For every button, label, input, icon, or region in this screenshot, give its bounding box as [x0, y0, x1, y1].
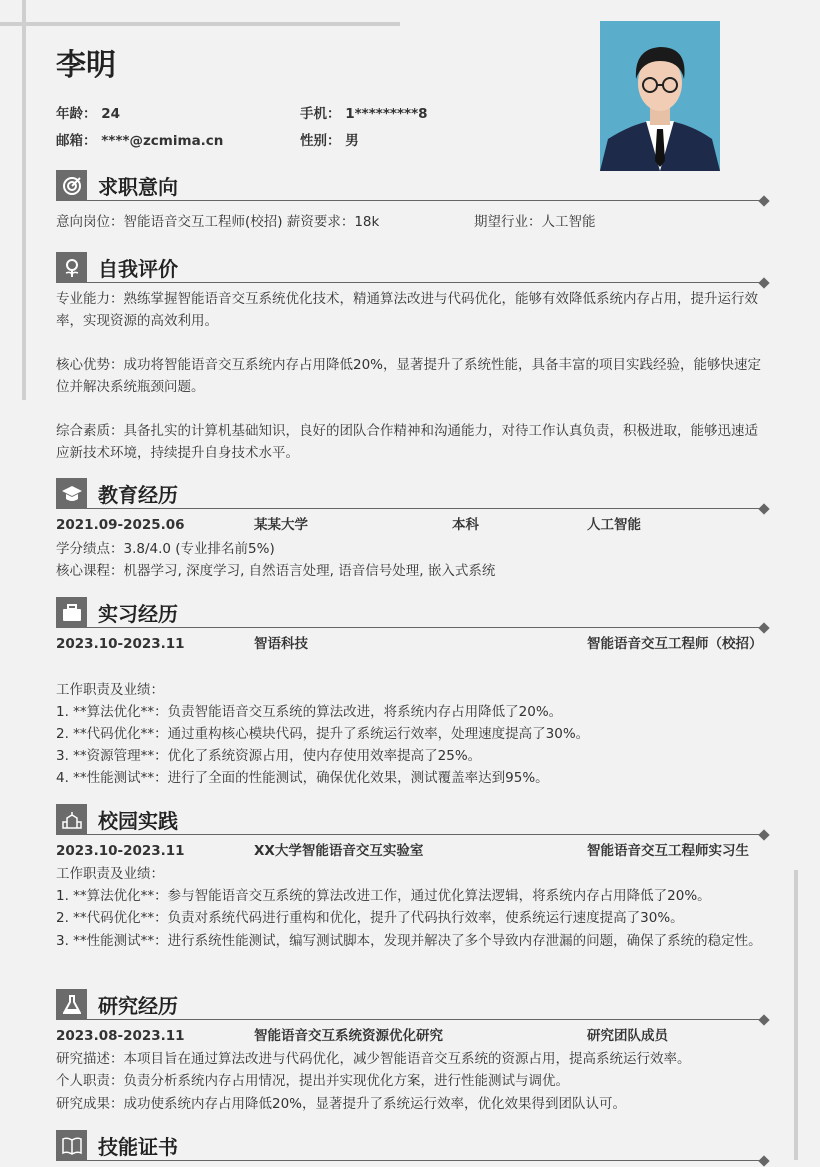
phone-label: 手机：	[300, 106, 341, 122]
email-value: ****@zcmima.cn	[101, 133, 224, 149]
section-header-campus	[56, 804, 765, 835]
diamond-marker	[758, 622, 769, 633]
diamond-marker	[758, 195, 769, 206]
campus-line: 1. **算法优化**：参与智能语音交互系统的算法改进工作，通过优化算法逻辑，将系统内存占用降低了20%。	[56, 888, 711, 904]
section-title: 校园实践	[98, 809, 178, 833]
section-header-self	[56, 252, 765, 283]
email-field	[56, 129, 223, 149]
edu-date: 2021.09-2025.06	[56, 517, 185, 533]
section-header-intent	[56, 170, 765, 201]
intern-role: 智能语音交互工程师（校招）	[587, 636, 763, 652]
intern-line: 工作职责及业绩：	[56, 682, 164, 698]
edu-school: 某某大学	[254, 517, 308, 533]
campus-line: 3. **性能测试**：进行系统性能测试，编写测试脚本，发现并解决了多个导致内存泄漏的问题，确保了系统的稳定性。	[56, 933, 762, 949]
section-header-research	[56, 989, 765, 1020]
edu-degree: 本科	[452, 517, 479, 533]
campus-role: 智能语音交互工程师实习生	[587, 843, 749, 859]
graduation-cap-icon	[56, 478, 87, 509]
section-header-skills	[56, 1130, 765, 1161]
section-title: 研究经历	[98, 994, 178, 1018]
intent-industry: 期望行业：人工智能	[474, 214, 596, 230]
edu-line: 学分绩点：3.8/4.0 (专业排名前5%)	[56, 541, 275, 557]
profile-photo	[600, 21, 720, 171]
phone-field	[300, 102, 428, 122]
section-title: 技能证书	[98, 1135, 178, 1159]
research-date: 2023.08-2023.11	[56, 1028, 185, 1044]
section-title: 实习经历	[98, 602, 178, 626]
gender-field	[300, 129, 359, 149]
campus-line: 工作职责及业绩：	[56, 866, 164, 882]
self-para: 专业能力：熟练掌握智能语音交互系统优化技术，精通算法改进与代码优化，能够有效降低系统内存占用，提升运行效率，实现资源的高效利用。	[56, 291, 758, 329]
research-line: 个人职责：负责分析系统内存占用情况，提出并实现优化方案，进行性能测试与调优。	[56, 1073, 569, 1089]
age-value: 24	[101, 106, 120, 122]
campus-date: 2023.10-2023.11	[56, 843, 185, 859]
section-title: 教育经历	[98, 483, 178, 507]
section-header-internship	[56, 597, 765, 628]
intern-line: 3. **资源管理**：优化了系统资源占用，使内存使用效率提高了25%。	[56, 748, 482, 764]
decor-vertical-bar	[22, 0, 26, 400]
age-label: 年龄：	[56, 106, 97, 122]
intent-position: 意向岗位：智能语音交互工程师(校招)	[56, 214, 283, 230]
diamond-marker	[758, 503, 769, 514]
email-label: 邮箱：	[56, 133, 97, 149]
phone-value: 1*********8	[345, 106, 428, 122]
decor-right-bar	[794, 870, 798, 1160]
decor-horizontal-bar	[0, 22, 400, 26]
campus-org: XX大学智能语音交互实验室	[254, 843, 424, 859]
section-title: 求职意向	[98, 175, 178, 199]
edu-major: 人工智能	[587, 517, 641, 533]
building-icon	[56, 804, 87, 835]
intern-line: 2. **代码优化**：通过重构核心模块代码，提升了系统运行效率，处理速度提高了30%。	[56, 726, 590, 742]
research-line: 研究描述：本项目旨在通过算法改进与代码优化，减少智能语音交互系统的资源占用，提高系统运行效率。	[56, 1051, 691, 1067]
research-line: 研究成果：成功使系统内存占用降低20%，显著提升了系统运行效率，优化效果得到团队认可。	[56, 1096, 627, 1112]
gender-value: 男	[345, 133, 359, 149]
self-para: 核心优势：成功将智能语音交互系统内存占用降低20%，显著提升了系统性能，具备丰富的项目实践经验，能够快速定位并解决系统瓶颈问题。	[56, 357, 762, 395]
intern-line: 1. **算法优化**：负责智能语音交互系统的算法改进，将系统内存占用降低了20%。	[56, 704, 563, 720]
flower-icon	[56, 252, 87, 283]
intent-salary: 薪资要求：18k	[286, 214, 380, 230]
intern-company: 智语科技	[254, 636, 308, 652]
diamond-marker	[758, 277, 769, 288]
flask-icon	[56, 989, 87, 1020]
age-field	[56, 102, 120, 122]
diamond-marker	[758, 829, 769, 840]
diamond-marker	[758, 1014, 769, 1025]
section-header-education	[56, 478, 765, 509]
diamond-marker	[758, 1155, 769, 1166]
edu-line: 核心课程：机器学习, 深度学习, 自然语言处理, 语音信号处理, 嵌入式系统	[56, 563, 496, 579]
briefcase-icon	[56, 597, 87, 628]
campus-line: 2. **代码优化**：负责对系统代码进行重构和优化，提升了代码执行效率，使系统运行速度提高了30%。	[56, 910, 684, 926]
intern-line: 4. **性能测试**：进行了全面的性能测试，确保优化效果，测试覆盖率达到95%。	[56, 770, 549, 786]
research-role: 研究团队成员	[587, 1028, 668, 1044]
section-title: 自我评价	[98, 257, 178, 281]
research-project: 智能语音交互系统资源优化研究	[254, 1028, 443, 1044]
self-para: 综合素质：具备扎实的计算机基础知识，良好的团队合作精神和沟通能力，对待工作认真负责，积极进取，能够迅速适应新技术环境，持续提升自身技术水平。	[56, 423, 758, 461]
book-icon	[56, 1130, 87, 1161]
candidate-name: 李明	[56, 48, 116, 83]
intent-row	[56, 211, 766, 233]
target-icon	[56, 170, 87, 201]
intern-date: 2023.10-2023.11	[56, 636, 185, 652]
gender-label: 性别：	[300, 133, 341, 149]
